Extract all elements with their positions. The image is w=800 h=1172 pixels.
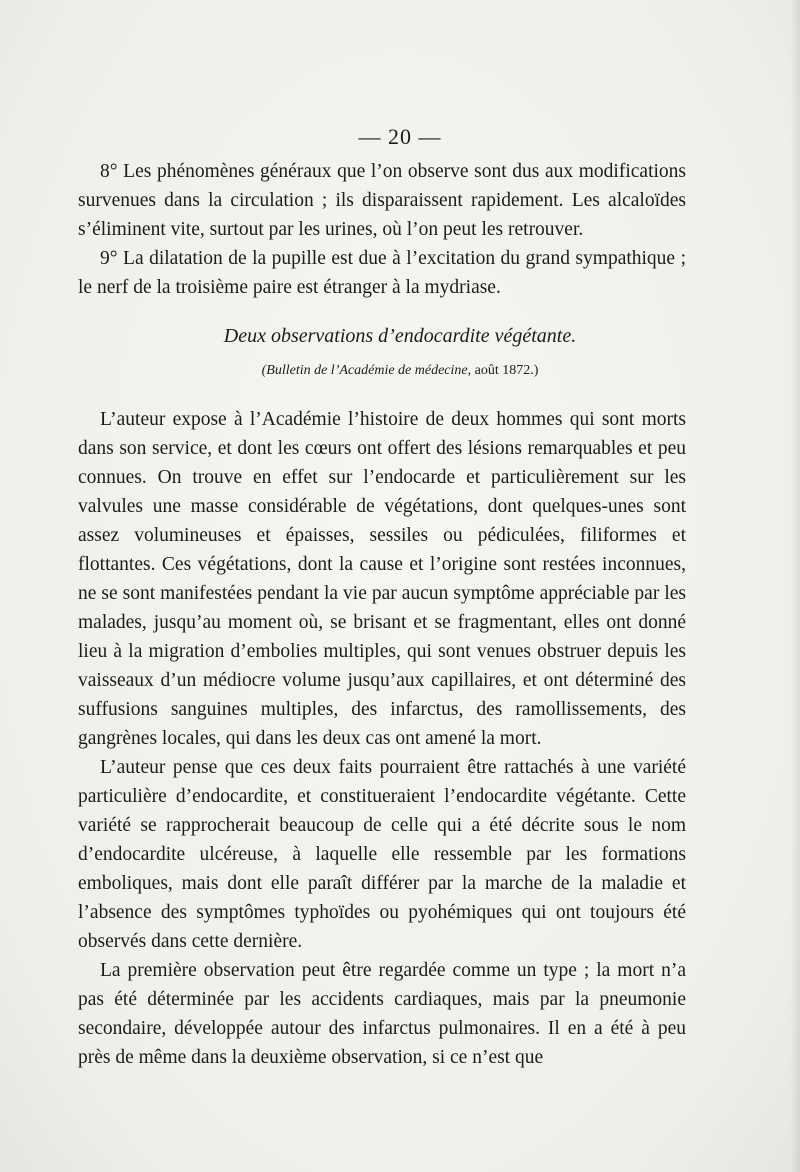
body-paragraph-1: L’auteur expose à l’Académie l’histoire de deux hommes qui sont morts dans son service, et dont les cœurs ont offert des lésions remarquables et peu connues. On trouve en effet sur l’endocarde et particulièrement sur les valvules une masse considérable de végétations, dont quelques-unes sont assez volumineuses et épaisses, sessiles ou pédiculées, filiformes et flottantes. Ces végétations, dont la cause et l’origine sont restées inconnues, ne se sont manifestées pendant la vie par aucun symptôme appréciable par les malades, jusqu’au moment où, se brisant et se fragmentant, elles ont donné lieu à la migration d’embolies multiples, qui sont venues obstruer depuis les vaisseaux d’un médiocre volume jusqu’aux capillaires, et ont déterminé des suffusions sanguines multiples, des infarctus, des ramollissements, des gangrènes locales, qui dans les deux cas ont amené la mort.: [78, 409, 686, 749]
body-text-block: [78, 405, 686, 1072]
source-journal: (Bulletin de l’Académie de médecine,: [261, 363, 472, 378]
source-date: août 1872.): [474, 363, 539, 378]
body-paragraph-2: L’auteur pense que ces deux faits pourraient être rattachés à une variété particulière d’endocardite, et constitueraient l’endocardite végétante. Cette variété se rapprocherait beaucoup de celle qui a été décrite sous le nom d’endocardite ulcéreuse, à laquelle elle ressemble par les formations emboliques, mais dont elle paraît différer par la marche de la maladie et l’absence des symptômes typhoïdes ou pyohémiques qui ont toujours été observés dans cette dernière.: [78, 757, 686, 952]
body-paragraph-3: La première observation peut être regardée comme un type ; la mort n’a pas été déterminée par les accidents cardiaques, mais par la pneumonie secondaire, développée autour des infarctus pulmonaires. Il en a été à peu près de même dans la deuxième observation, si ce n’est que: [78, 960, 686, 1068]
page-number: — 20 —: [358, 124, 442, 149]
section-title: Deux observations d’endocardite végétante.: [223, 325, 577, 347]
paragraph-conclusion-8: 8° Les phénomènes généraux que l’on observe sont dus aux modifications survenues dans la circulation ; ils disparaissent rapidement. Les alcaloïdes s’éliminent vite, surtout par les urines, où l’on peut les retrouver.: [78, 161, 686, 240]
paragraph-conclusion-9: 9° La dilatation de la pupille est due à l’excitation du grand sympathique ; le nerf de la troisième paire est étranger à la mydriase.: [78, 248, 686, 298]
section-source: [0, 363, 800, 379]
page-edge-shadow: [790, 0, 800, 1172]
top-text-block: [78, 157, 686, 302]
